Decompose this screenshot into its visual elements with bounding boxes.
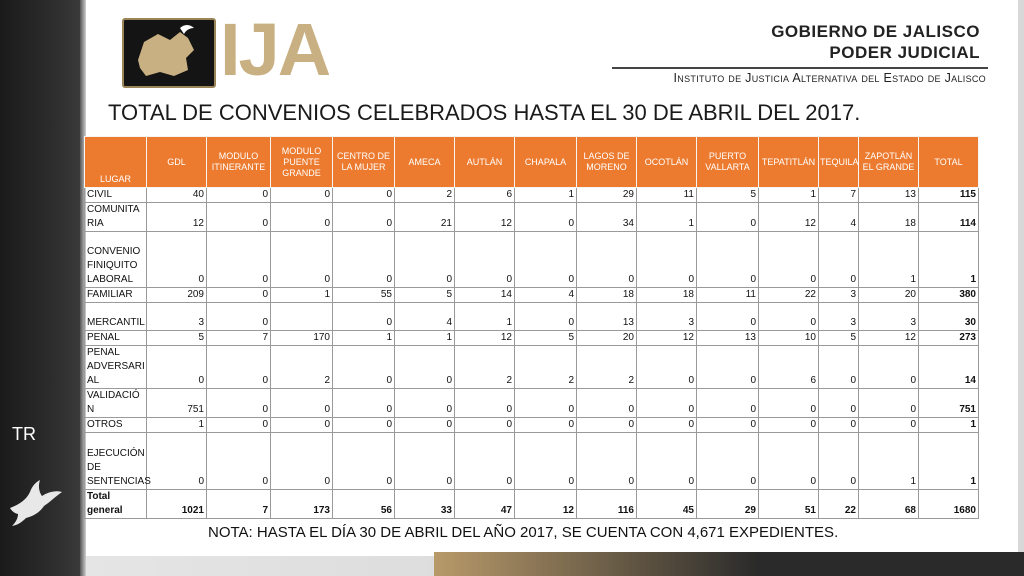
table-cell: 7 bbox=[207, 490, 271, 519]
table-cell: 0 bbox=[697, 389, 759, 418]
table-cell: 0 bbox=[333, 418, 395, 433]
column-header-lugar: LUGAR bbox=[85, 137, 147, 188]
table-cell: 5 bbox=[147, 331, 207, 346]
column-header: CHAPALA bbox=[515, 137, 577, 188]
column-header: CENTRO DE LA MUJER bbox=[333, 137, 395, 188]
table-cell: 0 bbox=[271, 203, 333, 232]
table-cell: 0 bbox=[271, 188, 333, 203]
table-cell: 0 bbox=[759, 389, 819, 418]
table-cell: 12 bbox=[455, 203, 515, 232]
table-cell: 1 bbox=[859, 232, 919, 288]
table-cell: 170 bbox=[271, 331, 333, 346]
table-cell: 18 bbox=[637, 288, 697, 303]
table-cell: 56 bbox=[333, 490, 395, 519]
table-cell: 13 bbox=[697, 331, 759, 346]
table-cell: 12 bbox=[859, 331, 919, 346]
table-row bbox=[85, 389, 979, 418]
table-cell: 1021 bbox=[147, 490, 207, 519]
table-cell: 5 bbox=[395, 288, 455, 303]
row-label: PENAL ADVERSARI AL bbox=[85, 346, 147, 389]
row-label: CIVIL bbox=[85, 188, 147, 203]
table-cell: 173 bbox=[271, 490, 333, 519]
table-cell: 0 bbox=[271, 232, 333, 288]
table-cell: 0 bbox=[819, 389, 859, 418]
row-total-cell: 14 bbox=[919, 346, 979, 389]
table-cell: 0 bbox=[271, 418, 333, 433]
table-cell: 55 bbox=[333, 288, 395, 303]
table-row bbox=[85, 232, 979, 288]
judicial-branch: PODER JUDICIAL bbox=[829, 43, 980, 62]
table-cell: 0 bbox=[859, 389, 919, 418]
table-cell: 0 bbox=[515, 232, 577, 288]
bottom-accent bbox=[434, 552, 1024, 576]
table-row bbox=[85, 188, 979, 203]
table-cell: 0 bbox=[577, 389, 637, 418]
table-cell: 3 bbox=[819, 288, 859, 303]
table-cell: 209 bbox=[147, 288, 207, 303]
table-cell: 7 bbox=[819, 188, 859, 203]
table-cell: 13 bbox=[859, 188, 919, 203]
table-cell: 0 bbox=[759, 232, 819, 288]
table-cell: 13 bbox=[577, 303, 637, 331]
table-cell: 5 bbox=[515, 331, 577, 346]
table-cell: 14 bbox=[455, 288, 515, 303]
table-cell: 18 bbox=[577, 288, 637, 303]
table-cell: 3 bbox=[637, 303, 697, 331]
column-header: MODULO ITINERANTE bbox=[207, 137, 271, 188]
table-cell: 0 bbox=[207, 188, 271, 203]
table-cell: 0 bbox=[819, 346, 859, 389]
table-row bbox=[85, 490, 979, 519]
table-cell: 12 bbox=[759, 203, 819, 232]
table-cell: 45 bbox=[637, 490, 697, 519]
table-cell: 0 bbox=[697, 346, 759, 389]
table-cell: 0 bbox=[395, 232, 455, 288]
table-cell: 0 bbox=[515, 389, 577, 418]
row-label: MERCANTIL bbox=[85, 303, 147, 331]
table-cell: 0 bbox=[395, 433, 455, 490]
table-cell: 0 bbox=[395, 346, 455, 389]
table-cell: 116 bbox=[577, 490, 637, 519]
table-cell: 6 bbox=[455, 188, 515, 203]
right-edge bbox=[1018, 0, 1024, 576]
row-total-cell: 115 bbox=[919, 188, 979, 203]
table-cell: 0 bbox=[859, 418, 919, 433]
table-cell: 1 bbox=[147, 418, 207, 433]
table-cell: 0 bbox=[207, 203, 271, 232]
table-cell: 2 bbox=[395, 188, 455, 203]
table-cell: 0 bbox=[637, 418, 697, 433]
table-cell: 0 bbox=[637, 389, 697, 418]
table-cell: 0 bbox=[333, 188, 395, 203]
table-cell: 22 bbox=[759, 288, 819, 303]
row-label: CONVENIO FINIQUITO LABORAL bbox=[85, 232, 147, 288]
table-cell: 0 bbox=[455, 232, 515, 288]
table-header-row bbox=[85, 137, 979, 188]
table-cell: 29 bbox=[577, 188, 637, 203]
jalisco-map-logo bbox=[122, 18, 216, 88]
table-cell: 20 bbox=[859, 288, 919, 303]
row-total-cell: 1 bbox=[919, 418, 979, 433]
map-icon bbox=[124, 20, 214, 86]
table-cell: 1 bbox=[455, 303, 515, 331]
table-cell: 1 bbox=[859, 433, 919, 490]
row-label: VALIDACIÓ N bbox=[85, 389, 147, 418]
header-divider bbox=[612, 67, 988, 69]
table-cell: 10 bbox=[759, 331, 819, 346]
column-header: AMECA bbox=[395, 137, 455, 188]
table-cell: 0 bbox=[271, 433, 333, 490]
table-cell: 0 bbox=[697, 433, 759, 490]
table-cell: 3 bbox=[147, 303, 207, 331]
table-cell: 11 bbox=[697, 288, 759, 303]
table-cell: 0 bbox=[637, 346, 697, 389]
footnote: NOTA: HASTA EL DÍA 30 DE ABRIL DEL AÑO 2017, SE CUENTA CON 4,671 EXPEDIENTES. bbox=[208, 524, 839, 541]
table-row bbox=[85, 303, 979, 331]
row-total-cell: 114 bbox=[919, 203, 979, 232]
table-cell: 7 bbox=[207, 331, 271, 346]
table-cell: 4 bbox=[819, 203, 859, 232]
column-header: AUTLÁN bbox=[455, 137, 515, 188]
table-cell: 0 bbox=[455, 433, 515, 490]
row-total-cell: 751 bbox=[919, 389, 979, 418]
row-label: EJECUCIÓN DE SENTENCIAS bbox=[85, 433, 147, 490]
table-cell: 2 bbox=[577, 346, 637, 389]
table-cell: 51 bbox=[759, 490, 819, 519]
row-total-cell: 1 bbox=[919, 232, 979, 288]
table-cell: 2 bbox=[515, 346, 577, 389]
dove-icon bbox=[6, 478, 64, 528]
table-cell: 0 bbox=[333, 303, 395, 331]
table-cell: 0 bbox=[395, 389, 455, 418]
government-name: GOBIERNO DE JALISCO bbox=[771, 22, 980, 41]
table-cell: 1 bbox=[637, 203, 697, 232]
table-cell: 12 bbox=[515, 490, 577, 519]
table-cell: 0 bbox=[859, 346, 919, 389]
table-cell: 2 bbox=[455, 346, 515, 389]
table-cell: 0 bbox=[759, 303, 819, 331]
table-cell: 33 bbox=[395, 490, 455, 519]
table-cell: 0 bbox=[697, 203, 759, 232]
table-cell: 1 bbox=[759, 188, 819, 203]
table-cell: 11 bbox=[637, 188, 697, 203]
table-cell: 0 bbox=[207, 418, 271, 433]
table-cell: 6 bbox=[759, 346, 819, 389]
row-label: FAMILIAR bbox=[85, 288, 147, 303]
table-cell: 22 bbox=[819, 490, 859, 519]
table-cell: 1 bbox=[271, 288, 333, 303]
table-cell: 0 bbox=[147, 433, 207, 490]
table-cell: 3 bbox=[859, 303, 919, 331]
ija-logo-text: IJA bbox=[220, 8, 330, 91]
table-cell: 3 bbox=[819, 303, 859, 331]
row-label: OTROS bbox=[85, 418, 147, 433]
column-header: LAGOS DE MORENO bbox=[577, 137, 637, 188]
table-cell: 0 bbox=[515, 418, 577, 433]
table-cell: 21 bbox=[395, 203, 455, 232]
column-header: TEPATITLÁN bbox=[759, 137, 819, 188]
table-cell: 0 bbox=[819, 418, 859, 433]
table-cell: 12 bbox=[637, 331, 697, 346]
table-cell: 0 bbox=[207, 303, 271, 331]
row-total-cell: 273 bbox=[919, 331, 979, 346]
column-header: OCOTLÁN bbox=[637, 137, 697, 188]
table-cell: 0 bbox=[207, 232, 271, 288]
row-label: Total general bbox=[85, 490, 147, 519]
table-cell: 0 bbox=[333, 232, 395, 288]
column-header: TOTAL bbox=[919, 137, 979, 188]
row-total-cell: 380 bbox=[919, 288, 979, 303]
table-cell bbox=[271, 303, 333, 331]
table-cell: 0 bbox=[455, 389, 515, 418]
table-cell: 0 bbox=[577, 433, 637, 490]
row-label: PENAL bbox=[85, 331, 147, 346]
table-row bbox=[85, 288, 979, 303]
table-cell: 47 bbox=[455, 490, 515, 519]
table-cell: 0 bbox=[207, 288, 271, 303]
row-label: COMUNITA RIA bbox=[85, 203, 147, 232]
table-cell: 0 bbox=[759, 433, 819, 490]
table-cell: 0 bbox=[759, 418, 819, 433]
table-cell: 2 bbox=[271, 346, 333, 389]
table-row bbox=[85, 418, 979, 433]
table-cell: 5 bbox=[819, 331, 859, 346]
table-cell: 0 bbox=[637, 232, 697, 288]
table-cell: 0 bbox=[819, 433, 859, 490]
row-total-cell: 1680 bbox=[919, 490, 979, 519]
table-cell: 0 bbox=[455, 418, 515, 433]
table-row bbox=[85, 433, 979, 490]
column-header: ZAPOTLÁN EL GRANDE bbox=[859, 137, 919, 188]
table-cell: 5 bbox=[697, 188, 759, 203]
table-cell: 12 bbox=[147, 203, 207, 232]
table-cell: 0 bbox=[515, 203, 577, 232]
institute-name: Instituto de Justicia Alternativa del Estado de Jalisco bbox=[673, 71, 986, 85]
page-title: TOTAL DE CONVENIOS CELEBRADOS HASTA EL 30 DE ABRIL DEL 2017. bbox=[108, 100, 861, 125]
table-cell: 40 bbox=[147, 188, 207, 203]
column-header: GDL bbox=[147, 137, 207, 188]
table-cell: 0 bbox=[697, 418, 759, 433]
table-cell: 0 bbox=[333, 346, 395, 389]
column-header: TEQUILA bbox=[819, 137, 859, 188]
table-cell: 1 bbox=[395, 331, 455, 346]
table-cell: 0 bbox=[207, 389, 271, 418]
table-cell: 20 bbox=[577, 331, 637, 346]
table-cell: 0 bbox=[577, 232, 637, 288]
table-cell: 4 bbox=[395, 303, 455, 331]
table-cell: 0 bbox=[697, 232, 759, 288]
table-cell: 0 bbox=[819, 232, 859, 288]
table-row bbox=[85, 346, 979, 389]
table-cell: 0 bbox=[207, 346, 271, 389]
column-header: PUERTO VALLARTA bbox=[697, 137, 759, 188]
table-cell: 751 bbox=[147, 389, 207, 418]
table-cell: 0 bbox=[333, 433, 395, 490]
table-cell: 1 bbox=[515, 188, 577, 203]
table-cell: 0 bbox=[271, 389, 333, 418]
table-cell: 12 bbox=[455, 331, 515, 346]
agreements-table bbox=[84, 136, 979, 519]
table-cell: 29 bbox=[697, 490, 759, 519]
table-row bbox=[85, 331, 979, 346]
table-cell: 0 bbox=[515, 303, 577, 331]
table-cell: 68 bbox=[859, 490, 919, 519]
row-total-cell: 1 bbox=[919, 433, 979, 490]
table-cell: 4 bbox=[515, 288, 577, 303]
table-cell: 0 bbox=[147, 346, 207, 389]
table-cell: 18 bbox=[859, 203, 919, 232]
table-cell: 0 bbox=[333, 203, 395, 232]
table-cell: 0 bbox=[637, 433, 697, 490]
table-cell: 0 bbox=[147, 232, 207, 288]
table-cell: 0 bbox=[515, 433, 577, 490]
table-cell: 1 bbox=[333, 331, 395, 346]
table-row bbox=[85, 203, 979, 232]
table-cell: 0 bbox=[207, 433, 271, 490]
column-header: MODULO PUENTE GRANDE bbox=[271, 137, 333, 188]
table-cell: 0 bbox=[333, 389, 395, 418]
table-cell: 0 bbox=[697, 303, 759, 331]
table-cell: 0 bbox=[395, 418, 455, 433]
table-cell: 0 bbox=[577, 418, 637, 433]
sidebar-label: TR bbox=[12, 424, 36, 444]
row-total-cell: 30 bbox=[919, 303, 979, 331]
table-cell: 34 bbox=[577, 203, 637, 232]
